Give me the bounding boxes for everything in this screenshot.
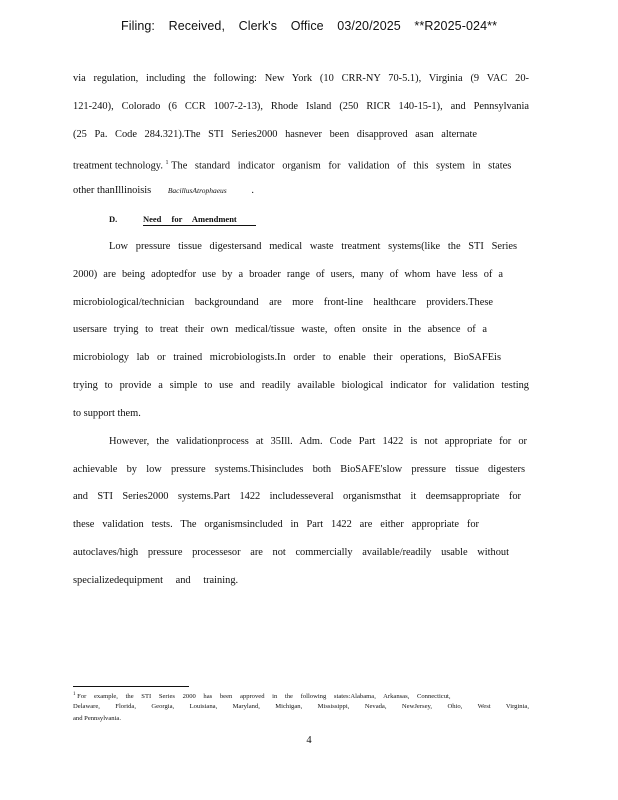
body-text: other thanIllinoisis: [73, 185, 152, 196]
footnote-reference: 1: [165, 160, 169, 166]
body-line: specializedequipment and training.: [73, 575, 239, 586]
body-line: Low pressure tissue digestersand medical waste treatment systems(like the STI Series: [109, 241, 517, 252]
body-line: these validation tests. The organismsincluded in Part 1422 are either appropriate for: [73, 519, 479, 530]
body-line: achievable by low pressure systems.Thisincludes both BioSAFE'slow pressure tissue digesters: [73, 464, 525, 475]
footnote-line: Delaware, Florida, Georgia, Louisiana, Maryland, Michigan, Mississippi, Nevada, NewJersey, Ohio, West Virginia,: [73, 703, 529, 710]
section-heading: Need for Amendment: [143, 214, 256, 226]
body-text: treatment technology.: [73, 160, 163, 172]
body-line: microbiology lab or trained microbiologists.In order to enable their operations, BioSAFEis: [73, 352, 501, 363]
body-line: trying to provide a simple to use and readily available biological indicator for validation testing: [73, 380, 529, 391]
footnote-marker: 1: [73, 692, 76, 697]
footnote-divider: [73, 686, 189, 687]
body-line: 121-240), Colorado (6 CCR 1007-2-13), Rhode Island (250 RICR 140-15-1), and Pennsylvania: [73, 101, 529, 112]
body-line: and STI Series2000 systems.Part 1422 includesseveral organismsthat it deemsappropriate for: [73, 491, 521, 502]
body-line: autoclaves/high pressure processesor are not commercially available/readily usable without: [73, 547, 509, 558]
body-line: to support them.: [73, 408, 141, 419]
organism-name: BacillusAtrophaeus: [167, 186, 227, 195]
body-line: usersare trying to treat their own medical/tissue waste, often onsite in the absence of a: [73, 324, 487, 335]
body-line: microbiological/technician backgroundand are more front-line healthcare providers.These: [73, 297, 493, 308]
body-line: (25 Pa. Code 284.321).The STI Series2000 hasnever been disapproved asan alternate: [73, 129, 477, 140]
body-line: [73, 185, 529, 197]
section-label: D.: [109, 214, 118, 224]
body-line: However, the validationprocess at 35Ill. Adm. Code Part 1422 is not appropriate for or: [109, 436, 527, 447]
footnote-text: For example, the STI Series 2000 has been approved in the following states:Alabama, Arkansas, Connecticut,: [77, 693, 451, 701]
body-text: .: [251, 185, 254, 196]
page-number: 4: [306, 735, 312, 746]
filing-header: Filing: Received, Clerk's Office 03/20/2025 **R2025-024**: [120, 19, 498, 33]
body-line: 2000) are being adoptedfor use by a broader range of users, many of whom have less of a: [73, 269, 503, 280]
footnote-line: [73, 691, 529, 701]
body-line: via regulation, including the following: New York (10 CRR-NY 70-5.1), Virginia (9 VAC 20-: [73, 73, 529, 84]
body-text: The standard indicator organism for validation of this system in states: [171, 160, 512, 172]
body-line: [73, 157, 533, 172]
footnote-line: and Pennsylvania.: [73, 715, 121, 722]
